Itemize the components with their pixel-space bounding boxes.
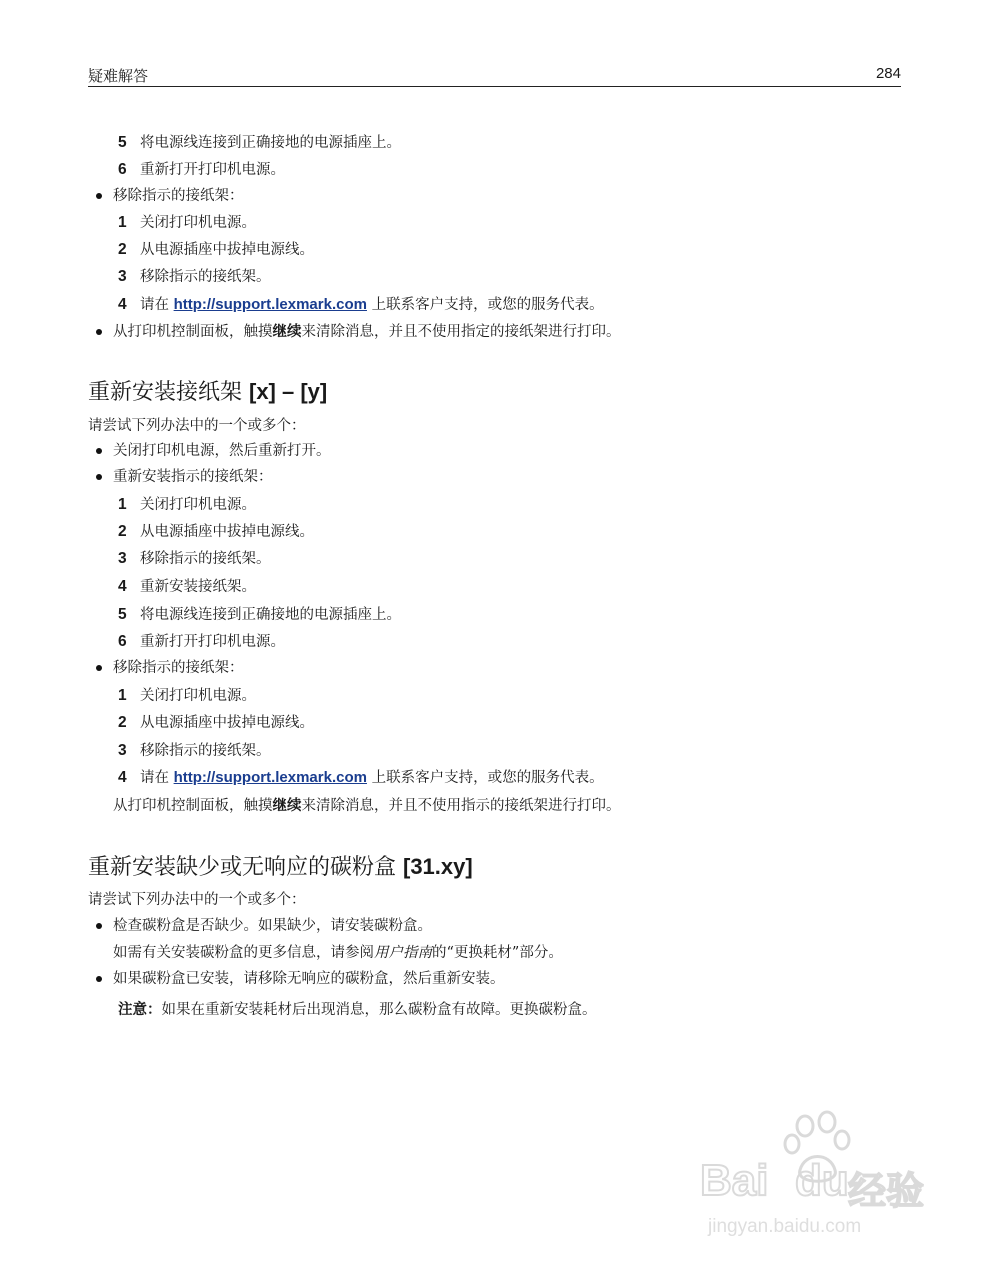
step-text: 关闭打印机电源。 (140, 688, 256, 704)
text-post: 来清除消息，并且不使用指定的接纸架进行打印。 (301, 324, 621, 340)
step-number: 3 (118, 550, 127, 567)
watermark-brand-b: du (795, 1156, 849, 1205)
step-number: 4 (118, 578, 127, 595)
step-number: 4 (118, 769, 127, 786)
step-text: 从电源插座中拔掉电源线。 (140, 715, 314, 731)
step-text-post: 上联系客户支持，或您的服务代表。 (366, 297, 604, 313)
continue-term: 继续 (272, 323, 302, 340)
step-text: 重新安装接纸架。 (140, 579, 256, 595)
step-text: 关闭打印机电源。 (140, 497, 256, 513)
step-text: 关闭打印机电源。 (140, 215, 256, 231)
step-number: 4 (118, 296, 127, 313)
heading-latin: [x] – [y] (249, 379, 328, 404)
watermark-brand-a: Bai (700, 1156, 769, 1205)
support-link[interactable]: http://support.lexmark.com (173, 296, 367, 313)
panel-instruction (113, 796, 621, 816)
continue-term: 继续 (272, 797, 302, 814)
step-text (140, 295, 604, 315)
bullet-icon (96, 193, 102, 199)
step-number: 6 (118, 633, 127, 650)
step-text (140, 768, 604, 788)
step-text: 从电源插座中拔掉电源线。 (140, 242, 314, 258)
section-heading (88, 378, 327, 407)
text-pre: 如需有关安装碳粉盒的更多信息，请参阅 (113, 945, 374, 961)
step-number: 1 (118, 496, 127, 513)
step-text: 将电源线连接到正确接地的电源插座上。 (140, 607, 401, 623)
bullet-icon (96, 923, 102, 929)
text-post: 来清除消息，并且不使用指示的接纸架进行打印。 (301, 798, 621, 814)
text-pre: 从打印机控制面板，触摸 (113, 798, 273, 814)
bullet-text: 移除指示的接纸架： (113, 188, 244, 204)
bullet-icon (96, 474, 102, 480)
step-text: 从电源插座中拔掉电源线。 (140, 524, 314, 540)
note (118, 1000, 597, 1020)
bullet-text: 关闭打印机电源，然后重新打开。 (113, 443, 331, 459)
step-text-pre: 请在 (140, 770, 174, 786)
step-number: 3 (118, 268, 127, 285)
bullet-icon (96, 329, 102, 335)
section-heading (88, 853, 473, 882)
step-text: 移除指示的接纸架。 (140, 269, 271, 285)
baidu-watermark (700, 1110, 935, 1250)
step-number: 6 (118, 161, 127, 178)
step-text-pre: 请在 (140, 297, 174, 313)
intro-text: 请尝试下列办法中的一个或多个： (88, 418, 306, 434)
bullet-text: 移除指示的接纸架： (113, 660, 244, 676)
support-link[interactable]: http://support.lexmark.com (173, 769, 367, 786)
step-text: 将电源线连接到正确接地的电源插座上。 (140, 135, 401, 151)
step-number: 1 (118, 214, 127, 231)
info-text (113, 943, 563, 963)
bullet-icon (96, 665, 102, 671)
step-number: 2 (118, 241, 127, 258)
heading-cn: 重新安装接纸架 (88, 380, 249, 405)
watermark-cn: 经验 (848, 1169, 925, 1213)
bullet-text: 检查碳粉盒是否缺少。如果缺少，请安装碳粉盒。 (113, 918, 432, 934)
heading-cn: 重新安装缺少或无响应的碳粉盒 (88, 855, 403, 880)
step-text: 重新打开打印机电源。 (140, 634, 285, 650)
intro-text: 请尝试下列办法中的一个或多个： (88, 892, 306, 908)
page-header (88, 64, 901, 87)
step-text: 移除指示的接纸架。 (140, 551, 271, 567)
user-guide-ref: 用户指南 (374, 945, 432, 961)
step-number: 5 (118, 606, 127, 623)
heading-latin: [31.xy] (403, 854, 473, 879)
bullet-text: 如果碳粉盒已安装，请移除无响应的碳粉盒，然后重新安装。 (113, 971, 505, 987)
step-number: 5 (118, 134, 127, 151)
step-text-post: 上联系客户支持，或您的服务代表。 (366, 770, 604, 786)
note-text: 如果在重新安装耗材后出现消息，那么碳粉盒有故障。更换碳粉盒。 (161, 1002, 597, 1018)
step-number: 1 (118, 687, 127, 704)
text-post: 的“更换耗材”部分。 (432, 945, 563, 961)
step-text: 移除指示的接纸架。 (140, 743, 271, 759)
header-title: 疑难解答 (88, 67, 149, 85)
bullet-text (113, 322, 621, 342)
step-text: 重新打开打印机电源。 (140, 162, 285, 178)
bullet-icon (96, 976, 102, 982)
step-number: 3 (118, 742, 127, 759)
page-number: 284 (875, 65, 901, 82)
watermark-url: jingyan.baidu.com (708, 1216, 862, 1237)
step-number: 2 (118, 714, 127, 731)
bullet-icon (96, 448, 102, 454)
text-pre: 从打印机控制面板，触摸 (113, 324, 273, 340)
bullet-text: 重新安装指示的接纸架： (113, 469, 273, 485)
step-number: 2 (118, 523, 127, 540)
note-label: 注意： (118, 1001, 162, 1018)
